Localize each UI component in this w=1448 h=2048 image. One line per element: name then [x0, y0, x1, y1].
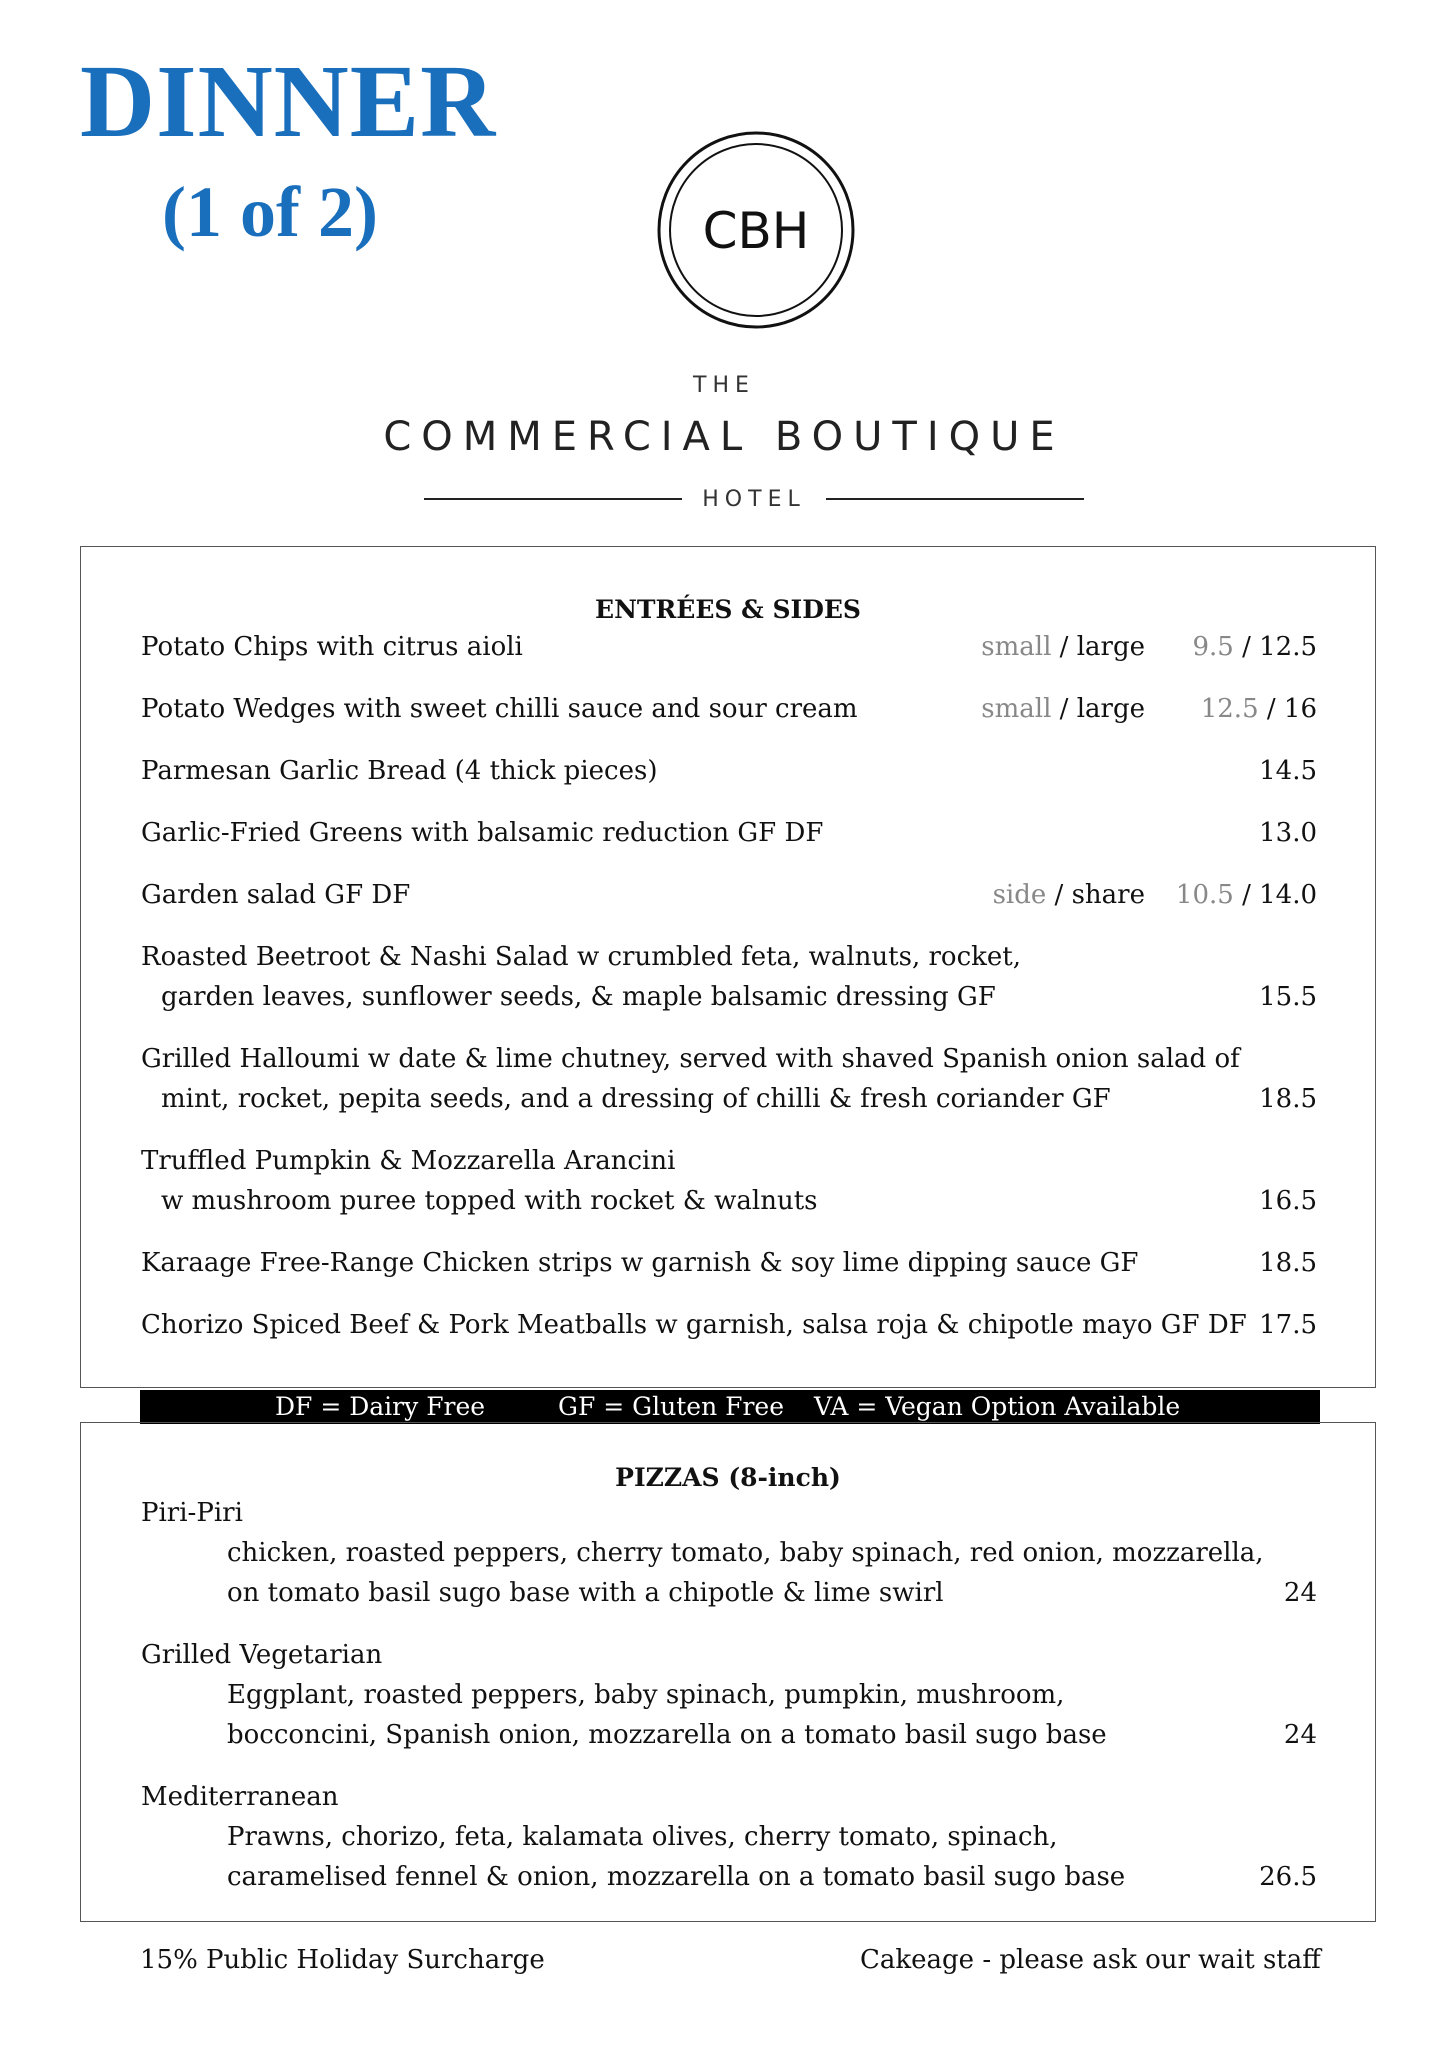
logo-monogram: CBH [702, 202, 810, 260]
item-description: garden leaves, sunflower seeds, & maple balsamic dressing GF [161, 982, 996, 1012]
pizza-name: Piri-Piri [141, 1498, 243, 1528]
brand-hotel-row [424, 482, 1084, 516]
item-size-options: side / share [992, 880, 1145, 910]
cakeage-note: Cakeage - please ask our wait staff [860, 1945, 1321, 1975]
pizza-description-line: Eggplant, roasted peppers, baby spinach, pumpkin, mushroom, [227, 1680, 1065, 1710]
item-description: mint, rocket, pepita seeds, and a dressing of chilli & fresh coriander GF [161, 1084, 1111, 1114]
dietary-legend [140, 1390, 1320, 1424]
item-price: 18.5 [1259, 1084, 1317, 1114]
menu-item [141, 937, 1317, 1017]
menu-item [141, 1243, 1317, 1283]
item-name: Karaage Free-Range Chicken strips w garnish & soy lime dipping sauce GF [141, 1248, 1139, 1278]
pizza-name: Mediterranean [141, 1782, 339, 1812]
item-price: 10.5 / 14.0 [1175, 880, 1317, 910]
menu-page-indicator: (1 of 2) [162, 172, 378, 252]
brand-rule-left [424, 498, 682, 500]
menu-item [141, 1039, 1317, 1119]
item-name: Chorizo Spiced Beef & Pork Meatballs w garnish, salsa roja & chipotle mayo GF DF [141, 1310, 1247, 1340]
menu-item [141, 689, 1317, 729]
pizza-description-line: Prawns, chorizo, feta, kalamata olives, cherry tomato, spinach, [227, 1822, 1058, 1852]
menu-item [141, 1305, 1317, 1345]
entrees-heading: ENTRÉES & SIDES [595, 595, 861, 624]
menu-item [141, 627, 1317, 667]
hotel-logo [656, 130, 856, 330]
item-name: Garden salad GF DF [141, 880, 411, 910]
item-price: 13.0 [1259, 818, 1317, 848]
item-price: 12.5 / 16 [1200, 694, 1317, 724]
item-name: Truffled Pumpkin & Mozzarella Arancini [141, 1146, 676, 1176]
pizza-description-line: on tomato basil sugo base with a chipotle & lime swirl [227, 1578, 944, 1608]
item-name: Potato Chips with citrus aioli [141, 632, 523, 662]
menu-item [141, 751, 1317, 791]
pizza-name: Grilled Vegetarian [141, 1640, 383, 1670]
brand-the: THE [693, 373, 755, 398]
legend-gf: GF = Gluten Free [558, 1392, 785, 1421]
item-name: Roasted Beetroot & Nashi Salad w crumbled feta, walnuts, rocket, [141, 942, 1021, 972]
item-price: 14.5 [1259, 756, 1317, 786]
pizzas-heading: PIZZAS (8-inch) [615, 1463, 841, 1492]
item-price: 15.5 [1259, 982, 1317, 1012]
brand-rule-right [826, 498, 1084, 500]
brand-hotel: HOTEL [702, 486, 806, 512]
menu-item [141, 875, 1317, 915]
pizza-price: 26.5 [1259, 1862, 1317, 1892]
item-name: Parmesan Garlic Bread (4 thick pieces) [141, 756, 658, 786]
legend-df: DF = Dairy Free [275, 1392, 486, 1421]
item-price: 17.5 [1259, 1310, 1317, 1340]
pizza-description-line: bocconcini, Spanish onion, mozzarella on a tomato basil sugo base [227, 1720, 1107, 1750]
item-name: Garlic-Fried Greens with balsamic reduction GF DF [141, 818, 824, 848]
item-size-options: small / large [981, 694, 1145, 724]
item-size-options: small / large [981, 632, 1145, 662]
pizza-description-line: chicken, roasted peppers, cherry tomato, baby spinach, red onion, mozzarella, [227, 1538, 1264, 1568]
item-name: Potato Wedges with sweet chilli sauce and sour cream [141, 694, 858, 724]
item-price: 18.5 [1259, 1248, 1317, 1278]
item-description: w mushroom puree topped with rocket & walnuts [161, 1186, 818, 1216]
brand-name: COMMERCIAL BOUTIQUE [383, 414, 1065, 460]
pizza-description-line: caramelised fennel & onion, mozzarella on a tomato basil sugo base [227, 1862, 1126, 1892]
item-price: 9.5 / 12.5 [1192, 632, 1317, 662]
item-name: Grilled Halloumi w date & lime chutney, served with shaved Spanish onion salad of [141, 1044, 1240, 1074]
holiday-surcharge-note: 15% Public Holiday Surcharge [140, 1945, 545, 1975]
pizza-price: 24 [1283, 1578, 1317, 1608]
item-price: 16.5 [1259, 1186, 1317, 1216]
menu-title: DINNER [80, 44, 497, 159]
pizzas-section [80, 1422, 1376, 1922]
menu-item [141, 1141, 1317, 1221]
legend-va: VA = Vegan Option Available [814, 1392, 1181, 1421]
entrees-section [80, 546, 1376, 1388]
menu-item [141, 813, 1317, 853]
pizza-price: 24 [1283, 1720, 1317, 1750]
